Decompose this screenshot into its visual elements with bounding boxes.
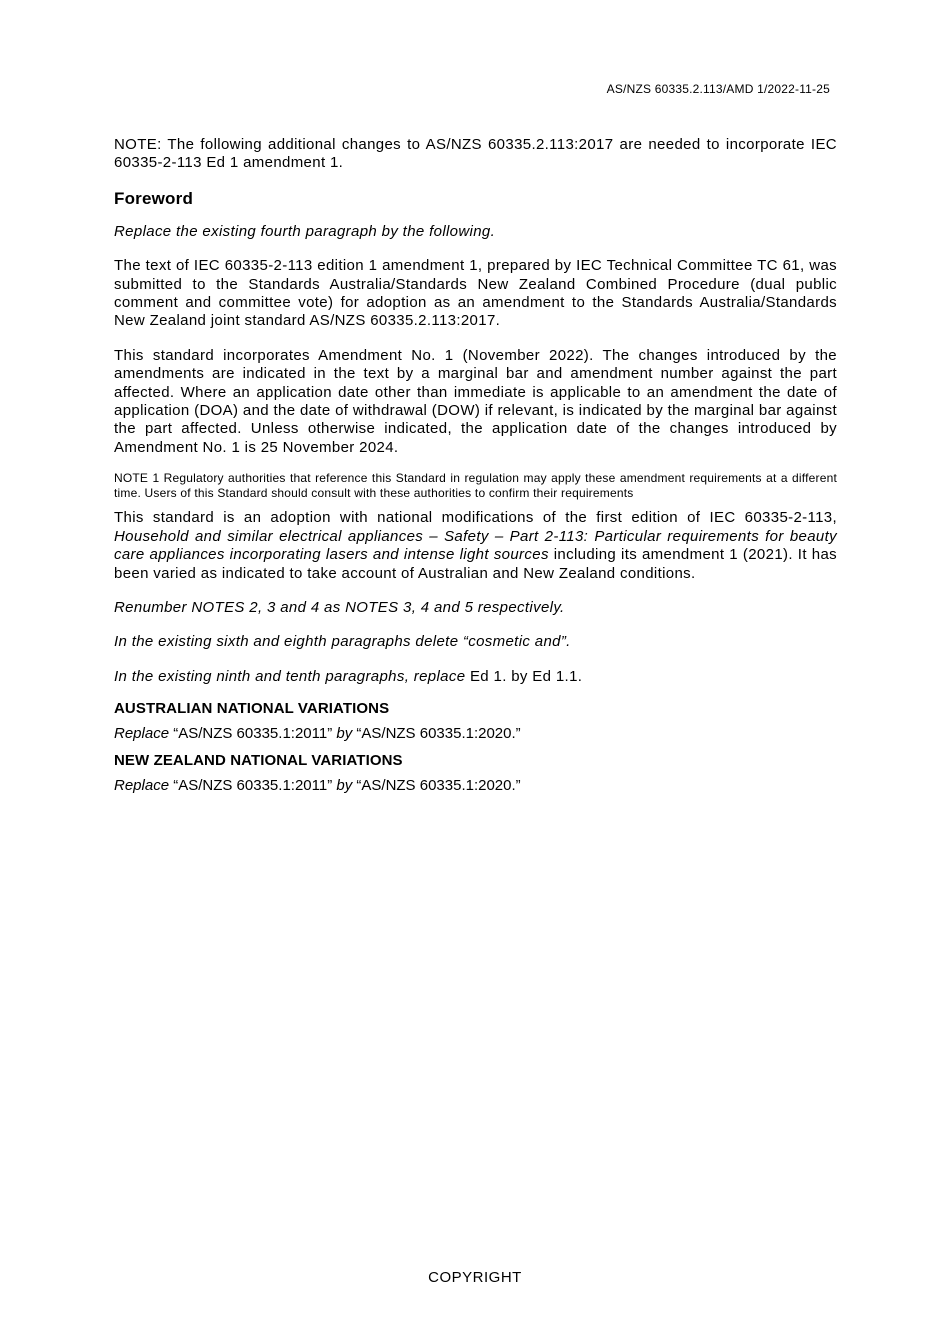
instruction-replace-fourth-paragraph: Replace the existing fourth paragraph by the following. [114,222,496,240]
paragraph-text-of-iec: The text of IEC 60335-2-113 edition 1 amendment 1, prepared by IEC Technical Committee TC 61, was submitted to the Standards Australia/Standards New Zealand Combined Procedure (dual public comment and committee vote) for adoption as an amendment to the Standards Australia/Standards New Zealand joint standard AS/NZS 60335.2.113:2017. [114,257,837,330]
adoption-text-end: including its amendment 1 (2021). It has been varied as indicated to take account of Australian and New Zealand conditions. [114,546,837,582]
old-reference: “AS/NZS 60335.1:2011” [173,725,333,743]
replace-word: Replace [114,777,170,795]
instruction-delete-cosmetic: In the existing sixth and eighth paragraphs delete “cosmetic and”. [114,633,571,651]
australian-replace-line [114,725,837,743]
foreword-heading: Foreword [114,188,194,208]
instruction-replace-edition [114,668,837,686]
nz-variations-heading: NEW ZEALAND NATIONAL VARIATIONS [114,752,403,770]
nz-replace-line [114,777,837,795]
adoption-text-start: This standard is an adoption with national modifications of the first edition of IEC 60335-2-113, [114,509,837,527]
instruction-renumber-notes: Renumber NOTES 2, 3 and 4 as NOTES 3, 4 and 5 respectively. [114,598,565,616]
by-word: by [336,777,353,795]
by-word: by [336,725,353,743]
instruction-edition-italic: In the existing ninth and tenth paragraphs, replace [114,667,466,685]
new-reference: “AS/NZS 60335.1:2020.” [356,777,521,795]
old-reference: “AS/NZS 60335.1:2011” [173,777,333,795]
australian-variations-heading: AUSTRALIAN NATIONAL VARIATIONS [114,700,390,718]
new-reference: “AS/NZS 60335.1:2020.” [356,725,521,743]
paragraph-incorporates-amendment: This standard incorporates Amendment No. 1 (November 2022). The changes introduced by the amendments are indicated in the text by a marginal bar and amendment number against the part affected. Where an application date other than immediate is applicable to an amendment the date of application (DOA) and the date of withdrawal (DOW) if relevant, is indicated by the marginal bar against the part affected. Unless otherwise indicated, the application date of the changes introduced by Amendment No. 1 is 25 November 2024. [114,346,837,456]
adoption-standard-title: Household and similar electrical appliances – Safety – Part 2-113: Particular requirements for beauty care appliances incorporating lasers and intense light sources [114,527,837,564]
document-body [114,136,837,804]
paragraph-adoption [114,509,837,583]
copyright-footer: COPYRIGHT [428,1269,522,1286]
instruction-edition-normal: Ed 1. by Ed 1.1. [469,667,583,685]
document-reference: AS/NZS 60335.2.113/AMD 1/2022-11-25 [606,82,830,96]
replace-word: Replace [114,725,170,743]
note-1: NOTE 1 Regulatory authorities that reference this Standard in regulation may apply these amendment requirements at a different time. Users of this Standard should consult with these authorities to confirm their requirements [114,471,837,501]
intro-note: NOTE: The following additional changes to AS/NZS 60335.2.113:2017 are needed to incorporate IEC 60335-2-113 Ed 1 amendment 1. [114,136,837,172]
